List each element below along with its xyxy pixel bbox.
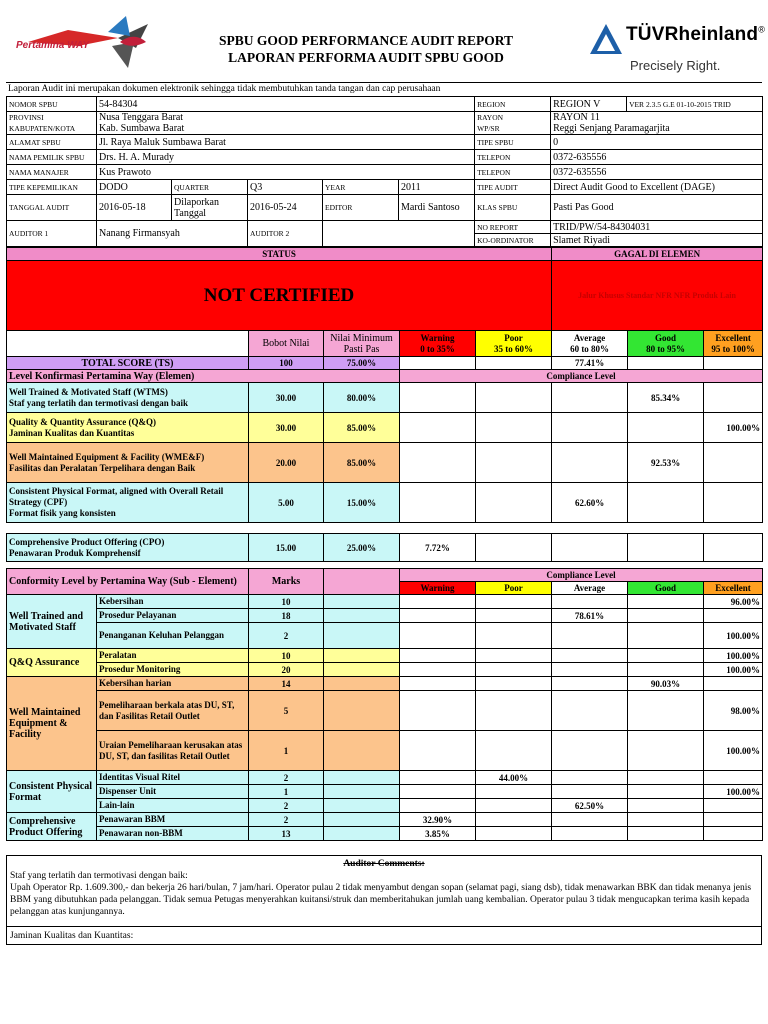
sub-item-warning <box>400 609 476 623</box>
header-nilai-min: Nilai Minimum Pasti Pas <box>324 331 400 357</box>
element-average <box>552 443 628 483</box>
sub-item-excellent <box>704 609 763 623</box>
sub-header-excellent: Excellent <box>704 582 763 595</box>
sub-item-warning <box>400 771 476 785</box>
sub-compliance-label: Compliance Level <box>400 569 763 582</box>
sub-item-name: Prosedur Monitoring <box>97 663 249 677</box>
sub-item-name: Uraian Pemeliharaan kerusakan atas DU, ST, dan fasilitas Retail Outlet <box>97 731 249 771</box>
element-name: Well Trained & Motivated Staff (WTMS) Staf yang terlatih dan termotivasi dengan baik <box>7 383 249 413</box>
sub-item-marks: 14 <box>249 677 324 691</box>
sub-item-average <box>552 827 628 841</box>
element-name: Well Maintained Equipment & Facility (WME&F) Fasilitas dan Peralatan Terpelihara dengan Baik <box>7 443 249 483</box>
sub-item-warning <box>400 649 476 663</box>
auditor-comments <box>6 855 762 945</box>
sub-item-warning <box>400 785 476 799</box>
sub-item-name: Penawaran non-BBM <box>97 827 249 841</box>
sub-item-poor <box>476 691 552 731</box>
sub-item-good: 90.03% <box>628 677 704 691</box>
sub-item-excellent <box>704 813 763 827</box>
value-telepon-1: 0372-635556 <box>551 150 763 165</box>
sub-item-excellent: 98.00% <box>704 691 763 731</box>
sub-element-row <box>7 609 763 623</box>
header-good: Good 80 to 95% <box>628 331 704 357</box>
sub-element-row <box>7 677 763 691</box>
sub-item-average <box>552 649 628 663</box>
level-title: Level Konfirmasi Pertamina Way (Elemen) <box>7 370 400 383</box>
sub-item-name: Peralatan <box>97 649 249 663</box>
element-row <box>7 443 763 483</box>
sub-item-average <box>552 677 628 691</box>
sub-item-marks: 1 <box>249 731 324 771</box>
sub-item-good <box>628 595 704 609</box>
sub-item-average <box>552 813 628 827</box>
element-good: 92.53% <box>628 443 704 483</box>
element-min: 15.00% <box>324 483 400 523</box>
header-excellent: Excellent 95 to 100% <box>704 331 763 357</box>
value-editor: Mardi Santoso <box>399 195 475 221</box>
element-good <box>628 534 704 562</box>
header-poor: Poor 35 to 60% <box>476 331 552 357</box>
sub-item-poor <box>476 663 552 677</box>
sub-item-excellent <box>704 771 763 785</box>
sub-item-marks: 20 <box>249 663 324 677</box>
sub-item-excellent <box>704 827 763 841</box>
element-average: 62.60% <box>552 483 628 523</box>
sub-item-poor <box>476 799 552 813</box>
sub-item-name: Prosedur Pelayanan <box>97 609 249 623</box>
sub-item-name: Penawaran BBM <box>97 813 249 827</box>
sub-item-good <box>628 731 704 771</box>
label-kepemilikan: TIPE KEPEMILIKAN <box>7 180 97 195</box>
score-table <box>6 247 763 562</box>
element-warning: 7.72% <box>400 534 476 562</box>
sub-item-poor <box>476 731 552 771</box>
element-excellent <box>704 534 763 562</box>
label-pemilik: NAMA PEMILIK SPBU <box>7 150 97 165</box>
sub-item-good <box>628 827 704 841</box>
element-warning <box>400 413 476 443</box>
sub-item-poor <box>476 677 552 691</box>
element-name: Quality & Quantity Assurance (Q&Q) Jaminan Kualitas dan Kuantitas <box>7 413 249 443</box>
element-average <box>552 534 628 562</box>
sub-item-name: Kebersihan harian <box>97 677 249 691</box>
version-code: VER 2.3.5 G.E 01-10-2015 TRID <box>627 97 763 112</box>
sub-item-name: Identitas Visual Ritel <box>97 771 249 785</box>
element-average <box>552 383 628 413</box>
label-auditor-1: AUDITOR 1 <box>7 221 97 247</box>
element-excellent: 100.00% <box>704 413 763 443</box>
sub-item-marks: 10 <box>249 595 324 609</box>
sub-group-name: Well Maintained Equipment & Facility <box>7 677 97 771</box>
intro-note: Laporan Audit ini merupakan dokumen elektronik sehingga tidak membutuhkan tanda tangan dan cap perusahaan <box>6 82 762 96</box>
value-nomor-spbu: 54-84304 <box>97 97 475 112</box>
element-bobot: 30.00 <box>249 383 324 413</box>
sub-item-good <box>628 623 704 649</box>
label-telepon-1: TELEPON <box>475 150 551 165</box>
value-no-report: TRID/PW/54-84304031 <box>551 221 763 234</box>
total-bobot: 100 <box>249 357 324 370</box>
sub-group-name: Q&Q Assurance <box>7 649 97 677</box>
sub-element-row <box>7 771 763 785</box>
sub-element-row <box>7 691 763 731</box>
sub-item-good <box>628 813 704 827</box>
sub-element-row <box>7 827 763 841</box>
value-alamat: Jl. Raya Maluk Sumbawa Barat <box>97 135 475 150</box>
sub-group-name: Well Trained and Motivated Staff <box>7 595 97 649</box>
sub-item-name: Kebersihan <box>97 595 249 609</box>
sub-item-average <box>552 731 628 771</box>
sub-element-row <box>7 649 763 663</box>
sub-item-name: Dispenser Unit <box>97 785 249 799</box>
element-min: 85.00% <box>324 413 400 443</box>
element-excellent <box>704 443 763 483</box>
element-name: Consistent Physical Format, aligned with Overall Retail Strategy (CPF) Format fisik yang konsisten <box>7 483 249 523</box>
sub-item-poor <box>476 649 552 663</box>
sub-item-good <box>628 785 704 799</box>
sub-item-good <box>628 771 704 785</box>
sub-item-name: Penanganan Keluhan Pelanggan <box>97 623 249 649</box>
score-header-blank <box>7 331 249 357</box>
element-bobot: 15.00 <box>249 534 324 562</box>
header-warning: Warning 0 to 35% <box>400 331 476 357</box>
label-region: REGION <box>475 97 551 112</box>
sub-element-row <box>7 623 763 649</box>
sub-item-average <box>552 623 628 649</box>
value-tipe-spbu: 0 <box>551 135 763 150</box>
element-poor <box>476 483 552 523</box>
sub-item-name: Pemeliharaan berkala atas DU, ST, dan Fasilitas Retail Outlet <box>97 691 249 731</box>
info-table <box>6 96 763 247</box>
sub-item-name: Lain-lain <box>97 799 249 813</box>
logo-left-text: Pertamina WAY <box>16 40 90 51</box>
value-klas-spbu: Pasti Pas Good <box>551 195 763 221</box>
sub-item-excellent: 96.00% <box>704 595 763 609</box>
sub-item-poor <box>476 813 552 827</box>
element-good <box>628 483 704 523</box>
sub-item-average: 62.50% <box>552 799 628 813</box>
element-poor <box>476 383 552 413</box>
element-bobot: 20.00 <box>249 443 324 483</box>
label-klas-spbu: KLAS SPBU <box>475 195 551 221</box>
element-min: 85.00% <box>324 443 400 483</box>
sub-item-excellent <box>704 677 763 691</box>
label-manajer: NAMA MANAJER <box>7 165 97 180</box>
sub-item-excellent: 100.00% <box>704 623 763 649</box>
element-min: 25.00% <box>324 534 400 562</box>
label-koordinator: KO-ORDINATOR <box>475 234 551 247</box>
sub-item-warning: 32.90% <box>400 813 476 827</box>
element-min: 80.00% <box>324 383 400 413</box>
value-kepemilikan: DODO <box>97 180 172 195</box>
element-good <box>628 413 704 443</box>
label-nomor-spbu: NOMOR SPBU <box>7 97 97 112</box>
sub-element-row <box>7 785 763 799</box>
value-manajer: Kus Prawoto <box>97 165 475 180</box>
sub-item-average <box>552 595 628 609</box>
label-tanggal-audit: TANGGAL AUDIT <box>7 195 97 221</box>
sub-item-marks: 18 <box>249 609 324 623</box>
sub-item-average: 78.61% <box>552 609 628 623</box>
value-quarter: Q3 <box>248 180 323 195</box>
sub-item-excellent: 100.00% <box>704 785 763 799</box>
total-min: 75.00% <box>324 357 400 370</box>
gagal-label: GAGAL DI ELEMEN <box>552 248 763 261</box>
element-excellent <box>704 383 763 413</box>
element-warning <box>400 383 476 413</box>
sub-header-poor: Poor <box>476 582 552 595</box>
sub-group-name: Comprehensive Product Offering <box>7 813 97 841</box>
value-rayon-wpsr: RAYON 11 Reggi Senjang Paramagarjita <box>551 112 763 135</box>
label-editor: EDITOR <box>323 195 399 221</box>
sub-header-average: Average <box>552 582 628 595</box>
total-label: TOTAL SCORE (TS) <box>7 357 249 370</box>
sub-element-row <box>7 663 763 677</box>
element-warning <box>400 483 476 523</box>
sub-item-warning <box>400 691 476 731</box>
tuv-reg: ® <box>758 24 766 35</box>
pertamina-way-logo <box>8 12 158 72</box>
value-provinsi-kabupaten: Nusa Tenggara Barat Kab. Sumbawa Barat <box>97 112 475 135</box>
element-row <box>7 534 763 562</box>
comments-heading-1: Staf yang terlatih dan termotivasi dengan baik: <box>10 871 188 881</box>
report-subtitle: LAPORAN PERFORMA AUDIT SPBU GOOD <box>228 50 504 65</box>
sub-group-name: Consistent Physical Format <box>7 771 97 813</box>
value-tipe-audit: Direct Audit Good to Excellent (DAGE) <box>551 180 763 195</box>
sub-item-marks: 13 <box>249 827 324 841</box>
element-excellent <box>704 483 763 523</box>
label-dilaporkan: Dilaporkan Tanggal <box>172 195 248 221</box>
marks-label: Marks <box>249 569 324 595</box>
sub-item-warning <box>400 623 476 649</box>
value-telepon-2: 0372-635556 <box>551 165 763 180</box>
sub-item-warning <box>400 663 476 677</box>
value-tanggal-audit: 2016-05-18 <box>97 195 172 221</box>
sub-item-marks: 2 <box>249 813 324 827</box>
sub-item-excellent: 100.00% <box>704 649 763 663</box>
sub-item-warning <box>400 595 476 609</box>
comments-title: Auditor Comments: <box>343 859 425 869</box>
sub-item-warning <box>400 677 476 691</box>
sub-item-warning <box>400 799 476 813</box>
label-telepon-2: TELEPON <box>475 165 551 180</box>
report-header <box>6 4 766 82</box>
element-poor <box>476 534 552 562</box>
value-year: 2011 <box>399 180 475 195</box>
sub-item-average <box>552 785 628 799</box>
sub-element-row <box>7 799 763 813</box>
sub-item-marks: 2 <box>249 771 324 785</box>
element-poor <box>476 413 552 443</box>
comments-heading-2: Jaminan Kualitas dan Kuantitas: <box>7 926 761 942</box>
value-dilaporkan: 2016-05-24 <box>248 195 323 221</box>
comments-body-1: Upah Operator Rp. 1.609.300,- dan bekerja 26 hari/bulan, 7 jam/hari. Operator pulau 2 tidak menyambut dengan sopan (selamat pagi, siang dsb), tidak menawarkan BBK dan tidak menanya jenis BBM yang dibutuhkan pada pelanggan. Tidak semua Petugas menyerahkan kuitansi/struk dan memberitahukan jumlah uang kembalian. Operator pulau 3 tidak mengucapkan terima kasih kepada pelanggan atas kunjungannya. <box>10 883 752 917</box>
label-provinsi-kabupaten: PROVINSI KABUPATEN/KOTA <box>7 112 97 135</box>
element-warning <box>400 443 476 483</box>
compliance-label: Compliance Level <box>400 370 763 383</box>
value-koordinator: Slamet Riyadi <box>551 234 763 247</box>
element-bobot: 30.00 <box>249 413 324 443</box>
sub-item-poor <box>476 595 552 609</box>
element-good: 85.34% <box>628 383 704 413</box>
status-result: NOT CERTIFIED <box>7 261 552 331</box>
sub-item-good <box>628 691 704 731</box>
element-row <box>7 413 763 443</box>
tuv-brand: TÜVRheinland <box>626 24 759 45</box>
sub-element-row <box>7 731 763 771</box>
element-row <box>7 383 763 413</box>
label-no-report: NO REPORT <box>475 221 551 234</box>
element-average <box>552 413 628 443</box>
sub-item-average <box>552 691 628 731</box>
tuv-rheinland-logo <box>586 18 766 82</box>
sub-header-good: Good <box>628 582 704 595</box>
sub-element-row <box>7 813 763 827</box>
tuv-tagline: Precisely Right. <box>630 58 721 73</box>
element-bobot: 5.00 <box>249 483 324 523</box>
label-rayon-wpsr: RAYON WP/SR <box>475 112 551 135</box>
status-label: STATUS <box>7 248 552 261</box>
sub-item-poor <box>476 785 552 799</box>
sub-item-excellent: 100.00% <box>704 731 763 771</box>
tuv-triangle-icon <box>588 22 624 58</box>
sub-item-good <box>628 609 704 623</box>
sub-title: Conformity Level by Pertamina Way (Sub - Element) <box>7 569 249 595</box>
total-average: 77.41% <box>552 357 628 370</box>
sub-item-good <box>628 649 704 663</box>
sub-item-marks: 2 <box>249 799 324 813</box>
sub-item-poor: 44.00% <box>476 771 552 785</box>
sub-item-marks: 5 <box>249 691 324 731</box>
sub-item-marks: 2 <box>249 623 324 649</box>
sub-item-excellent <box>704 799 763 813</box>
sub-item-poor <box>476 609 552 623</box>
sub-header-warning: Warning <box>400 582 476 595</box>
sub-item-warning <box>400 731 476 771</box>
value-pemilik: Drs. H. A. Murady <box>97 150 475 165</box>
label-alamat: ALAMAT SPBU <box>7 135 97 150</box>
value-auditor-2 <box>323 221 475 247</box>
label-tipe-audit: TIPE AUDIT <box>475 180 551 195</box>
sub-item-marks: 1 <box>249 785 324 799</box>
element-name: Comprehensive Product Offering (CPO) Penawaran Produk Komprehensif <box>7 534 249 562</box>
header-average: Average 60 to 80% <box>552 331 628 357</box>
sub-item-marks: 10 <box>249 649 324 663</box>
label-tipe-spbu: TIPE SPBU <box>475 135 551 150</box>
header-bobot: Bobot Nilai <box>249 331 324 357</box>
element-poor <box>476 443 552 483</box>
element-row <box>7 483 763 523</box>
label-auditor-2: AUDITOR 2 <box>248 221 323 247</box>
sub-item-warning: 3.85% <box>400 827 476 841</box>
sub-item-poor <box>476 623 552 649</box>
sub-element-table <box>6 568 763 841</box>
report-title: SPBU GOOD PERFORMANCE AUDIT REPORT <box>218 33 514 48</box>
sub-item-poor <box>476 827 552 841</box>
value-auditor-1: Nanang Firmansyah <box>97 221 248 247</box>
sub-item-good <box>628 663 704 677</box>
sub-item-average <box>552 771 628 785</box>
value-region: REGION V <box>551 97 627 112</box>
label-quarter: QUARTER <box>172 180 248 195</box>
sub-item-good <box>628 799 704 813</box>
label-year: YEAR <box>323 180 399 195</box>
sub-element-row <box>7 595 763 609</box>
gagal-value: Jalur Khusus Standar NFR NFR Produk Lain <box>552 261 763 331</box>
sub-item-average <box>552 663 628 677</box>
sub-item-excellent: 100.00% <box>704 663 763 677</box>
